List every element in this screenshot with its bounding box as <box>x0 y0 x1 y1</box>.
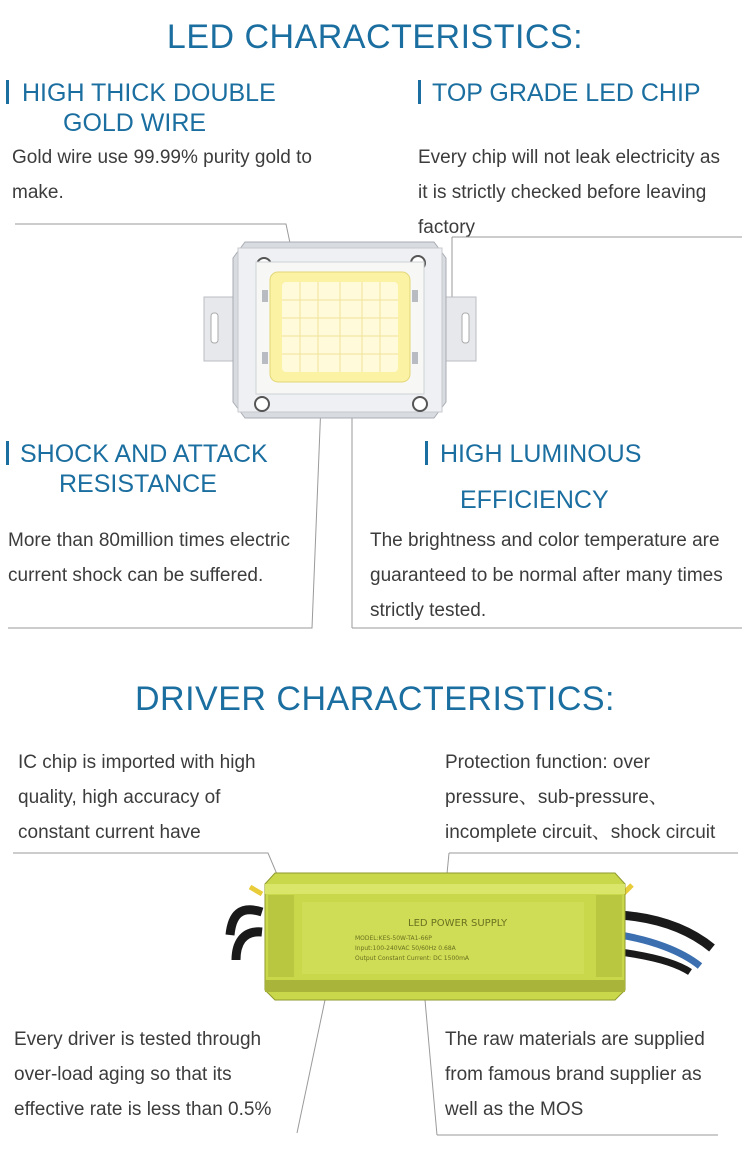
feature-title-line: EFFICIENCY <box>460 486 609 514</box>
svg-text:Output Constant Current: DC 15: Output Constant Current: DC 1500mA <box>355 955 470 962</box>
driver-note-aging-test: Every driver is tested through over-load aging so that its effective rate is less than 0.5% <box>14 1029 272 1120</box>
svg-text:MODEL:KES-50W-TA1-66P: MODEL:KES-50W-TA1-66P <box>355 935 432 942</box>
feature-title-led-chip: TOP GRADE LED CHIP <box>432 79 701 107</box>
feature-title-line: HIGH THICK DOUBLE <box>22 79 276 107</box>
driver-note-raw-materials: The raw materials are supplied from famous brand supplier as well as the MOS <box>445 1029 705 1120</box>
feature-title-line: GOLD WIRE <box>63 109 207 137</box>
feature-title-line: HIGH LUMINOUS <box>440 440 642 468</box>
svg-text:Input:100-240VAC 50/60Hz 0.68A: Input:100-240VAC 50/60Hz 0.68A <box>355 945 456 952</box>
svg-text:LED POWER SUPPLY: LED POWER SUPPLY <box>408 918 508 929</box>
led-section-title: LED CHARACTERISTICS: <box>166 18 584 56</box>
feature-desc-gold-wire: Gold wire use 99.99% purity gold to make. <box>12 147 312 203</box>
feature-desc-shock: More than 80million times electric current shock can be suffered. <box>8 530 290 586</box>
feature-title-line: RESISTANCE <box>59 470 217 498</box>
driver-note-protection: Protection function: over pressure、sub-pressure、 incomplete circuit、shock circuit <box>445 752 716 843</box>
driver-body <box>265 873 625 1000</box>
driver-section-title: DRIVER CHARACTERISTICS: <box>135 680 615 718</box>
feature-desc-led-chip: Every chip will not leak electricity as it is strictly checked before leaving factory <box>418 147 720 238</box>
driver-note-ic-chip: IC chip is imported with high quality, high accuracy of constant current have <box>18 752 256 843</box>
feature-desc-luminous: The brightness and color temperature are guaranteed to be normal after many times strictly tested. <box>370 530 723 621</box>
feature-title-line: SHOCK AND ATTACK <box>20 440 268 468</box>
